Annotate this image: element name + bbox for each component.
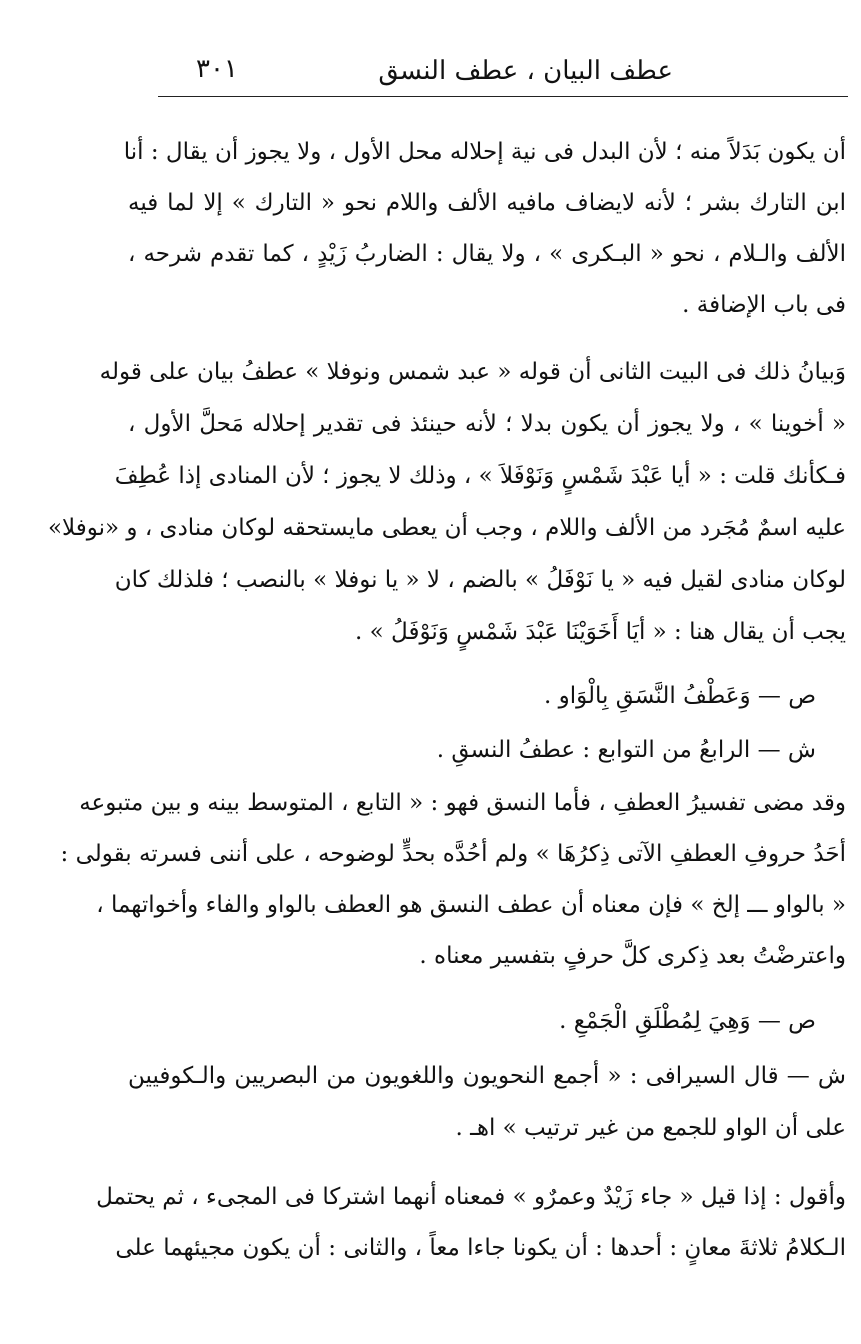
- text-line: فـكأنك قلت : « أيا عَبْدَ شَمْسٍ وَنَوْفَلاَ » ، وذلك لا يجوز ؛ لأن المنادى إذا عُطِفَ: [114, 463, 846, 489]
- text-line: ابن التارك بشر ؛ لأنه لايضاف مافيه الألف واللام نحو « التارك » إلا لما فيه: [128, 190, 846, 216]
- text-line: الـكلامُ ثلاثةَ معانٍ : أحدها : أن يكونا جاءا معاً ، والثانى : أن يكون مجيئهما على: [115, 1235, 846, 1261]
- text-line: ص — وَعَطْفُ النَّسَقِ بِالْوَاو .: [543, 683, 816, 709]
- page-header: [158, 52, 848, 96]
- text-line: ص — وَهِيَ لِمُطْلَقِ الْجَمْعِ .: [559, 1008, 816, 1034]
- text-line: ش — الرابعُ من التوابع : عطفُ النسقِ .: [436, 737, 816, 763]
- running-head: عطف البيان ، عطف النسق: [378, 56, 673, 86]
- text-line: وَبيانُ ذلك فى البيت الثانى أن قوله « عبد شمس ونوفلا » عطفُ بيان على قوله: [99, 359, 846, 385]
- text-line: ش — قال السيرافى : « أجمع النحويون واللغويون من البصريين والـكوفيين: [128, 1063, 846, 1089]
- text-line: أن يكون بَدَلاً منه ؛ لأن البدل فى نية إحلاله محل الأول ، ولا يجوز أن يقال : أنا: [123, 139, 846, 165]
- text-line: على أن الواو للجمع من غير ترتيب » اهـ .: [455, 1115, 846, 1141]
- text-line: واعترضْتُ بعد ذِكرى كلَّ حرفٍ بتفسير معناه .: [419, 943, 846, 969]
- page-number: ٣٠١: [196, 54, 238, 84]
- text-line: الألف والـلام ، نحو « البـكرى » ، ولا يقال : الضاربُ زَيْدٍ ، كما تقدم شرحه ،: [128, 241, 846, 267]
- text-line: عليه اسمٌ مُجَرد من الألف واللام ، وجب أن يعطى مايستحقه لوكان منادى ، و «نوفلا»: [47, 515, 846, 541]
- text-line: لوكان منادى لقيل فيه « يا نَوْفَلُ » بالضم ، لا « يا نوفلا » بالنصب ؛ فلذلك كان: [114, 567, 846, 593]
- text-line: وأقول : إذا قيل « جاء زَيْدٌ وعمرٌو » فمعناه أنهما اشتركا فى المجىء ، ثم يحتمل: [96, 1184, 846, 1210]
- text-line: أحَدُ حروفِ العطفِ الآتى ذِكرُهَا » ولم أحُدَّه بحدٍّ لوضوحه ، على أننى فسرته بقولى :: [60, 841, 846, 867]
- text-line: « أخوينا » ، ولا يجوز أن يكون بدلا ؛ لأنه حينئذ فى تقدير إحلاله مَحلَّ الأول ،: [128, 411, 846, 437]
- text-line: « بالواو ـــ إلخ » فإن معناه أن عطف النسق هو العطف بالواو والفاء وأخواتهما ،: [96, 892, 846, 918]
- header-rule: [158, 96, 848, 97]
- text-line: وقد مضى تفسيرُ العطفِ ، فأما النسق فهو : « التابع ، المتوسط بينه و بين متبوعه: [79, 790, 846, 816]
- text-line: فى باب الإضافة .: [682, 292, 846, 318]
- text-line: يجب أن يقال هنا : « أيَا أَخَوَيْنَا عَبْدَ شَمْسٍ وَنَوْفَلُ » .: [355, 619, 846, 645]
